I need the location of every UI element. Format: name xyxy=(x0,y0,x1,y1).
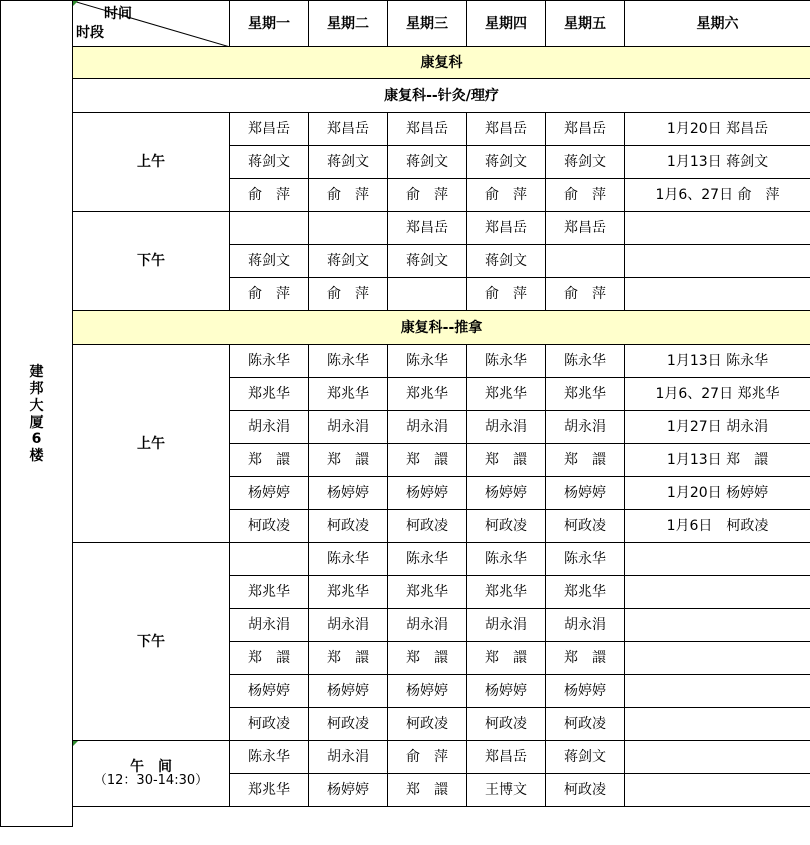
doctor-cell: 1月13日 蒋剑文 xyxy=(625,146,810,179)
doctor-cell: 杨婷婷 xyxy=(309,675,388,708)
section-title: 康复科--推拿 xyxy=(73,311,810,345)
doctor-cell: 陈永华 xyxy=(546,543,625,576)
empty-cell xyxy=(309,807,388,827)
doctor-cell: 胡永涓 xyxy=(309,741,388,774)
doctor-cell: 柯政凌 xyxy=(388,708,467,741)
doctor-cell xyxy=(625,576,810,609)
doctor-cell: 俞 萍 xyxy=(546,179,625,212)
doctor-cell: 郑 譞 xyxy=(309,444,388,477)
doctor-cell xyxy=(388,278,467,311)
doctor-cell xyxy=(230,212,309,245)
doctor-cell: 郑兆华 xyxy=(546,576,625,609)
doctor-cell: 杨婷婷 xyxy=(467,477,546,510)
doctor-cell: 陈永华 xyxy=(546,345,625,378)
empty-cell xyxy=(73,807,230,827)
doctor-cell: 蒋剑文 xyxy=(467,146,546,179)
doctor-cell: 蒋剑文 xyxy=(309,245,388,278)
noon-label: 午 间 xyxy=(130,759,172,775)
doctor-cell: 柯政凌 xyxy=(309,510,388,543)
doctor-cell: 胡永涓 xyxy=(309,609,388,642)
doctor-cell: 杨婷婷 xyxy=(388,477,467,510)
doctor-cell: 杨婷婷 xyxy=(309,477,388,510)
cell-marker xyxy=(73,1,78,6)
doctor-cell: 郑昌岳 xyxy=(230,113,309,146)
doctor-cell: 杨婷婷 xyxy=(230,477,309,510)
day-header: 星期六 xyxy=(625,1,810,47)
doctor-cell xyxy=(230,543,309,576)
doctor-cell: 蒋剑文 xyxy=(230,146,309,179)
doctor-cell: 郑兆华 xyxy=(309,378,388,411)
section-title: 康复科--针灸/理疗 xyxy=(73,79,810,113)
doctor-cell: 郑兆华 xyxy=(230,378,309,411)
doctor-cell: 郑昌岳 xyxy=(309,113,388,146)
day-header: 星期一 xyxy=(230,1,309,47)
doctor-cell: 郑昌岳 xyxy=(467,212,546,245)
doctor-cell xyxy=(625,609,810,642)
doctor-cell: 郑 譞 xyxy=(467,642,546,675)
location-label: 建邦大厦6楼 xyxy=(29,364,44,465)
doctor-cell xyxy=(625,278,810,311)
doctor-cell: 柯政凌 xyxy=(467,708,546,741)
doctor-cell xyxy=(625,708,810,741)
doctor-cell: 陈永华 xyxy=(309,345,388,378)
doctor-cell: 郑昌岳 xyxy=(388,212,467,245)
doctor-cell: 蒋剑文 xyxy=(309,146,388,179)
doctor-cell xyxy=(309,212,388,245)
doctor-cell: 1月20日 郑昌岳 xyxy=(625,113,810,146)
doctor-cell: 郑 譞 xyxy=(230,642,309,675)
doctor-cell: 胡永涓 xyxy=(309,411,388,444)
doctor-cell xyxy=(625,774,810,807)
doctor-cell: 杨婷婷 xyxy=(546,477,625,510)
doctor-cell: 郑 譞 xyxy=(388,642,467,675)
doctor-cell: 郑昌岳 xyxy=(388,113,467,146)
doctor-cell: 柯政凌 xyxy=(309,708,388,741)
doctor-cell: 胡永涓 xyxy=(388,609,467,642)
doctor-cell xyxy=(625,741,810,774)
doctor-cell: 柯政凌 xyxy=(388,510,467,543)
doctor-cell: 陈永华 xyxy=(467,345,546,378)
doctor-cell: 柯政凌 xyxy=(546,510,625,543)
doctor-cell xyxy=(625,642,810,675)
empty-cell xyxy=(625,807,810,827)
day-header: 星期四 xyxy=(467,1,546,47)
doctor-cell: 陈永华 xyxy=(388,345,467,378)
doctor-cell xyxy=(625,675,810,708)
doctor-cell: 郑 譞 xyxy=(546,444,625,477)
noon-time: （12：30-14:30） xyxy=(93,773,209,788)
doctor-cell: 陈永华 xyxy=(467,543,546,576)
doctor-cell: 俞 萍 xyxy=(467,179,546,212)
doctor-cell: 胡永涓 xyxy=(467,609,546,642)
doctor-cell: 胡永涓 xyxy=(388,411,467,444)
doctor-cell: 俞 萍 xyxy=(309,179,388,212)
noon-period-cell xyxy=(73,741,230,807)
empty-cell xyxy=(546,807,625,827)
doctor-cell: 王博文 xyxy=(467,774,546,807)
doctor-cell: 俞 萍 xyxy=(388,741,467,774)
doctor-cell: 柯政凌 xyxy=(546,774,625,807)
doctor-cell: 郑 譞 xyxy=(230,444,309,477)
doctor-cell: 郑 譞 xyxy=(388,774,467,807)
doctor-cell xyxy=(625,543,810,576)
doctor-cell: 1月6、27日 俞 萍 xyxy=(625,179,810,212)
dept-title: 康复科 xyxy=(73,47,810,79)
doctor-cell: 柯政凌 xyxy=(230,510,309,543)
doctor-cell: 郑昌岳 xyxy=(546,113,625,146)
doctor-cell: 1月27日 胡永涓 xyxy=(625,411,810,444)
doctor-cell: 郑兆华 xyxy=(230,576,309,609)
doctor-cell: 郑兆华 xyxy=(388,378,467,411)
doctor-cell: 郑兆华 xyxy=(309,576,388,609)
doctor-cell: 杨婷婷 xyxy=(230,675,309,708)
doctor-cell: 杨婷婷 xyxy=(546,675,625,708)
period-label: 时段 xyxy=(76,25,104,41)
doctor-cell: 胡永涓 xyxy=(546,609,625,642)
time-label: 时间 xyxy=(104,6,132,22)
doctor-cell: 俞 萍 xyxy=(230,179,309,212)
doctor-cell: 郑昌岳 xyxy=(467,741,546,774)
doctor-cell: 郑 譞 xyxy=(309,642,388,675)
doctor-cell: 胡永涓 xyxy=(467,411,546,444)
doctor-cell: 俞 萍 xyxy=(467,278,546,311)
doctor-cell: 蒋剑文 xyxy=(388,146,467,179)
diagonal-header-cell xyxy=(73,1,230,47)
doctor-cell: 郑昌岳 xyxy=(467,113,546,146)
cell-marker xyxy=(73,741,78,746)
location-cell xyxy=(1,1,73,827)
doctor-cell: 俞 萍 xyxy=(388,179,467,212)
doctor-cell: 郑 譞 xyxy=(467,444,546,477)
doctor-cell: 蒋剑文 xyxy=(388,245,467,278)
doctor-cell xyxy=(625,245,810,278)
doctor-cell: 柯政凌 xyxy=(230,708,309,741)
doctor-cell: 陈永华 xyxy=(230,345,309,378)
doctor-cell: 郑昌岳 xyxy=(546,212,625,245)
day-header: 星期五 xyxy=(546,1,625,47)
doctor-cell: 杨婷婷 xyxy=(309,774,388,807)
doctor-cell: 俞 萍 xyxy=(309,278,388,311)
day-header: 星期二 xyxy=(309,1,388,47)
doctor-cell: 郑 譞 xyxy=(546,642,625,675)
pm-period-label: 下午 xyxy=(73,212,230,311)
empty-cell xyxy=(230,807,309,827)
doctor-cell: 蒋剑文 xyxy=(546,146,625,179)
doctor-cell: 1月6日 柯政凌 xyxy=(625,510,810,543)
doctor-cell: 蒋剑文 xyxy=(546,741,625,774)
doctor-cell: 郑兆华 xyxy=(546,378,625,411)
doctor-cell: 陈永华 xyxy=(230,741,309,774)
doctor-cell: 胡永涓 xyxy=(230,411,309,444)
doctor-cell: 1月6、27日 郑兆华 xyxy=(625,378,810,411)
am-period-label: 上午 xyxy=(73,345,230,543)
empty-cell xyxy=(467,807,546,827)
doctor-cell: 胡永涓 xyxy=(546,411,625,444)
doctor-cell: 俞 萍 xyxy=(546,278,625,311)
doctor-cell: 郑 譞 xyxy=(388,444,467,477)
doctor-cell: 郑兆华 xyxy=(467,576,546,609)
doctor-cell: 蒋剑文 xyxy=(467,245,546,278)
doctor-cell: 胡永涓 xyxy=(230,609,309,642)
doctor-cell: 郑兆华 xyxy=(388,576,467,609)
doctor-cell: 1月13日 陈永华 xyxy=(625,345,810,378)
empty-cell xyxy=(388,807,467,827)
doctor-cell: 1月20日 杨婷婷 xyxy=(625,477,810,510)
doctor-cell: 杨婷婷 xyxy=(467,675,546,708)
doctor-cell: 郑兆华 xyxy=(230,774,309,807)
doctor-cell: 陈永华 xyxy=(388,543,467,576)
doctor-cell: 柯政凌 xyxy=(467,510,546,543)
doctor-cell: 蒋剑文 xyxy=(230,245,309,278)
doctor-cell: 俞 萍 xyxy=(230,278,309,311)
doctor-cell: 郑兆华 xyxy=(467,378,546,411)
doctor-cell xyxy=(546,245,625,278)
doctor-cell: 杨婷婷 xyxy=(388,675,467,708)
am-period-label: 上午 xyxy=(73,113,230,212)
pm-period-label: 下午 xyxy=(73,543,230,741)
doctor-cell: 陈永华 xyxy=(309,543,388,576)
doctor-cell: 柯政凌 xyxy=(546,708,625,741)
day-header: 星期三 xyxy=(388,1,467,47)
doctor-cell: 1月13日 郑 譞 xyxy=(625,444,810,477)
doctor-cell xyxy=(625,212,810,245)
